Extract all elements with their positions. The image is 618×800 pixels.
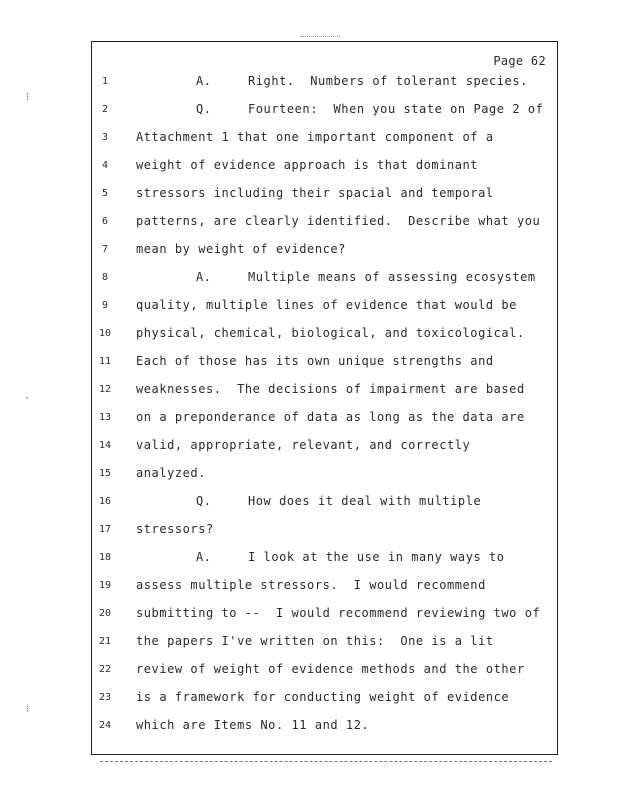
line-number: 22 (98, 664, 112, 675)
transcript-line (0, 130, 618, 150)
speaker-marker: Q. (196, 494, 212, 508)
transcript-line (0, 74, 618, 94)
hole-punch-mark: ⁝ (26, 92, 30, 103)
line-content: valid, appropriate, relevant, and correctly (136, 438, 471, 452)
line-text (136, 718, 369, 732)
line-number: 1 (101, 76, 109, 87)
line-content: assess multiple stressors. I would recommend (136, 578, 486, 592)
line-text (136, 606, 540, 620)
footer-scan-rule (100, 761, 552, 762)
transcript-line (0, 242, 618, 262)
transcript-line (0, 606, 618, 626)
line-text (136, 466, 206, 480)
line-text (136, 690, 509, 704)
transcript-line (0, 270, 618, 290)
line-content: Attachment 1 that one important component of a (136, 130, 494, 144)
line-content: I look at the use in many ways to (248, 550, 505, 564)
line-number: 14 (98, 440, 112, 451)
line-text (136, 662, 525, 676)
line-content: stressors? (136, 522, 214, 536)
line-number: 10 (98, 328, 112, 339)
line-number: 18 (98, 552, 112, 563)
line-number: 8 (101, 272, 109, 283)
speaker-marker: A. (196, 550, 212, 564)
line-text (136, 522, 214, 536)
line-number: 24 (98, 720, 112, 731)
transcript-line (0, 298, 618, 318)
line-content: physical, chemical, biological, and toxicological. (136, 326, 525, 340)
line-number: 9 (101, 300, 109, 311)
transcript-line (0, 466, 618, 486)
line-text (136, 130, 494, 144)
line-text (136, 298, 517, 312)
transcript-line (0, 494, 618, 514)
line-text (136, 578, 486, 592)
line-content: the papers I've written on this: One is a lit (136, 634, 494, 648)
line-number: 4 (101, 160, 109, 171)
line-text (136, 158, 478, 172)
transcript-line (0, 158, 618, 178)
line-content: weaknesses. The decisions of impairment are based (136, 382, 525, 396)
line-text (196, 74, 528, 88)
transcript-line (0, 634, 618, 654)
line-number: 13 (98, 412, 112, 423)
line-text (136, 214, 540, 228)
line-text (136, 242, 346, 256)
line-text (136, 410, 525, 424)
line-content: quality, multiple lines of evidence that would be (136, 298, 517, 312)
transcript-line (0, 718, 618, 738)
transcript-line (0, 522, 618, 542)
line-number: 11 (98, 356, 112, 367)
line-number: 15 (98, 468, 112, 479)
line-text (136, 354, 494, 368)
speaker-marker: Q. (196, 102, 212, 116)
line-text (136, 438, 470, 452)
line-content: Fourteen: When you state on Page 2 of (248, 102, 544, 116)
hole-punch-mark: ʿ (24, 396, 31, 407)
line-number: 12 (98, 384, 112, 395)
page-number-label: Page 62 (493, 54, 546, 68)
transcript-line (0, 578, 618, 598)
line-text (136, 382, 525, 396)
line-content: patterns, are clearly identified. Describe what you (136, 214, 541, 228)
line-number: 21 (98, 636, 112, 647)
line-content: Right. Numbers of tolerant species. (248, 74, 528, 88)
line-content: mean by weight of evidence? (136, 242, 346, 256)
transcript-line (0, 354, 618, 374)
line-text (196, 270, 536, 284)
line-text (196, 102, 543, 116)
line-text (196, 494, 481, 508)
transcript-line (0, 186, 618, 206)
line-text (136, 186, 494, 200)
line-number: 6 (101, 216, 109, 227)
transcript-line (0, 214, 618, 234)
line-number: 16 (98, 496, 112, 507)
line-text (136, 326, 525, 340)
transcript-line (0, 662, 618, 682)
line-content: submitting to -- I would recommend reviewing two of (136, 606, 541, 620)
line-number: 19 (98, 580, 112, 591)
line-number: 7 (101, 244, 109, 255)
transcript-line (0, 410, 618, 430)
line-content: Each of those has its own unique strengths and (136, 354, 494, 368)
line-content: is a framework for conducting weight of evidence (136, 690, 510, 704)
line-text (136, 634, 494, 648)
transcript-line (0, 690, 618, 710)
transcript-line (0, 382, 618, 402)
transcript-line (0, 102, 618, 122)
line-content: How does it deal with multiple (248, 494, 482, 508)
line-content: review of weight of evidence methods and the other (136, 662, 525, 676)
line-content: weight of evidence approach is that dominant (136, 158, 479, 172)
line-content: on a preponderance of data as long as the data are (136, 410, 525, 424)
line-content: analyzed. (136, 466, 206, 480)
transcript-line (0, 438, 618, 458)
speaker-marker: A. (196, 270, 212, 284)
line-content: stressors including their spacial and temporal (136, 186, 494, 200)
hole-punch-mark: ⁝ (26, 704, 30, 715)
line-text (196, 550, 505, 564)
line-number: 23 (98, 692, 112, 703)
line-number: 17 (98, 524, 112, 535)
line-content: which are Items No. 11 and 12. (136, 718, 370, 732)
transcript-line (0, 326, 618, 346)
line-number: 20 (98, 608, 112, 619)
line-number: 5 (101, 188, 109, 199)
speaker-marker: A. (196, 74, 212, 88)
line-number: 2 (101, 104, 109, 115)
line-number: 3 (101, 132, 109, 143)
line-content: Multiple means of assessing ecosystem (248, 270, 536, 284)
scan-artifact-top (300, 36, 340, 37)
transcript-line (0, 550, 618, 570)
